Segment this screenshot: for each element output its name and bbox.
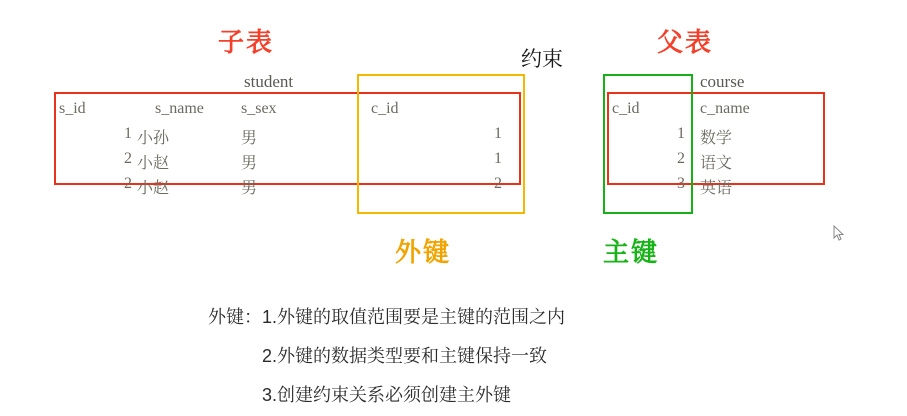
annotation-primary-key: 主键 (603, 237, 660, 267)
course-row-1-c-name: 数学 (700, 130, 733, 147)
course-col-c-name: c_name (700, 100, 750, 117)
student-row-3-s-name: 小赵 (137, 180, 170, 197)
annotation-constraint: 约束 (521, 48, 563, 71)
student-col-s-sex: s_sex (241, 100, 277, 117)
notes-block (208, 303, 565, 407)
student-row-1-c-id: 1 (494, 125, 502, 142)
annotation-foreign-key: 外键 (395, 237, 452, 267)
notes-line-2: 2.外键的数据类型要和主键保持一致 (262, 346, 548, 366)
course-row-2-c-id: 2 (677, 150, 685, 167)
course-row-3-c-id: 3 (677, 175, 685, 192)
notes-line-3: 3.创建约束关系必须创建主外键 (262, 385, 512, 405)
student-row-3-s-sex: 男 (241, 180, 258, 197)
course-row-1-c-id: 1 (677, 125, 685, 142)
mouse-cursor-icon (833, 225, 845, 241)
student-row-2-s-name: 小赵 (137, 155, 170, 172)
student-row-3-s-id: 2 (124, 175, 132, 192)
notes-line-1: 1.外键的取值范围要是主键的范围之内 (262, 307, 566, 327)
course-row-2-c-name: 语文 (700, 155, 733, 172)
course-row-3-c-name: 英语 (700, 180, 733, 197)
student-col-s-id: s_id (59, 100, 86, 117)
annotation-parent-table: 父表 (657, 27, 714, 57)
annotation-child-table: 子表 (218, 27, 275, 57)
student-row-2-s-sex: 男 (241, 155, 258, 172)
student-row-1-s-name: 小孙 (137, 130, 170, 147)
student-row-3-c-id: 2 (494, 175, 502, 192)
student-table-caption: student (244, 72, 294, 91)
student-row-2-c-id: 1 (494, 150, 502, 167)
student-row-2-s-id: 2 (124, 150, 132, 167)
notes-label: 外键： (208, 307, 262, 327)
student-row-1-s-id: 1 (124, 125, 132, 142)
course-table-caption: course (700, 72, 745, 91)
student-col-s-name: s_name (155, 100, 204, 117)
course-col-c-id: c_id (612, 100, 640, 117)
student-row-1-s-sex: 男 (241, 130, 258, 147)
student-col-c-id: c_id (371, 100, 399, 117)
